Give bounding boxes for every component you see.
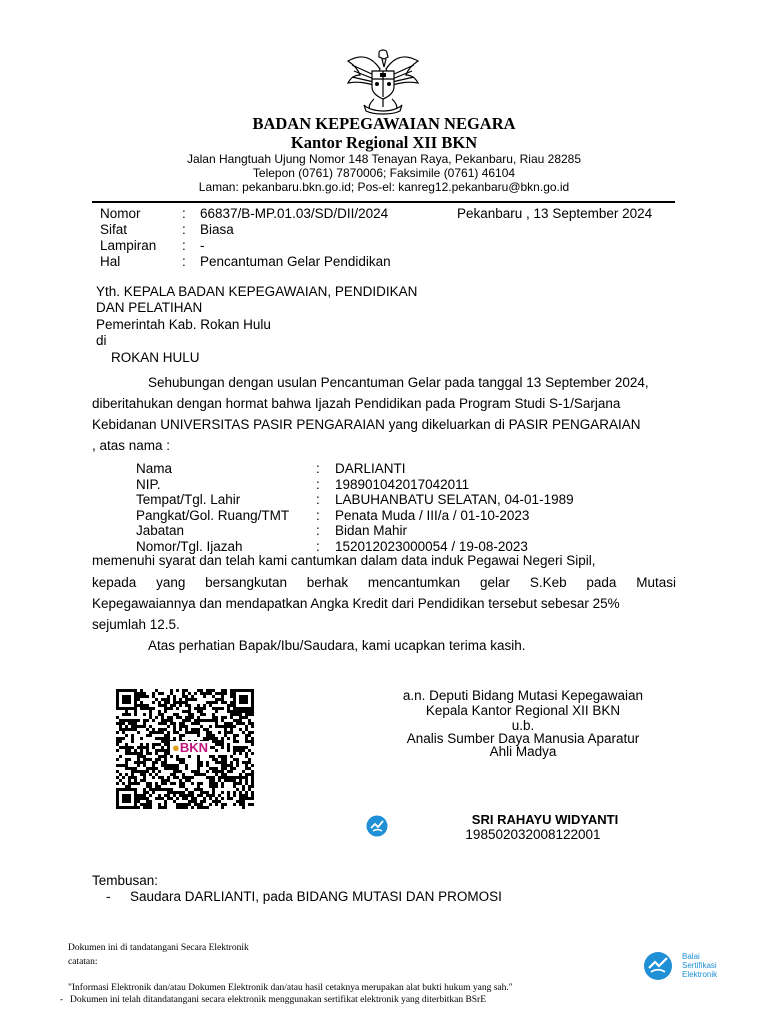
detail-label: Tempat/Tgl. Lahir — [136, 492, 241, 507]
signature-line-1: a.n. Deputi Bidang Mutasi Kepegawaian — [402, 688, 644, 703]
signature-line-4: Analis Sumber Daya Manusia Aparatur — [406, 731, 640, 746]
detail-value: 152012023000054 / 19-08-2023 — [335, 539, 528, 554]
cc-dash: - — [106, 889, 111, 904]
signer-nip: 198502032008122001 — [465, 827, 601, 842]
closing-line: Atas perhatian Bapak/Ibu/Saudara, kami ucapkan terima kasih. — [148, 638, 526, 653]
footer-line-3: "Informasi Elektronik dan/atau Dokumen Elektronik dan/atau hasil cetaknya merupakan alat bukti hukum yang sah." — [68, 983, 513, 993]
cc-item: Saudara DARLIANTI, pada BIDANG MUTASI DAN PROMOSI — [130, 889, 502, 904]
sifat-value: Biasa — [200, 222, 234, 237]
detail-label: Nama — [136, 461, 173, 476]
sifat-colon: : — [182, 222, 186, 237]
body-p1-line-3: Kebidanan UNIVERSITAS PASIR PENGARAIAN yang dikeluarkan di PASIR PENGARAIAN — [92, 417, 641, 432]
bsre-text-3: Elektronik — [682, 970, 718, 979]
hal-value: Pencantuman Gelar Pendidikan — [200, 254, 391, 269]
recipient-line-2: DAN PELATIHAN — [96, 300, 203, 315]
signature-line-5: Ahli Madya — [489, 744, 557, 759]
signer-name: SRI RAHAYU WIDYANTI — [471, 812, 619, 827]
lampiran-value: - — [200, 238, 205, 253]
place-date: Pekanbaru , 13 September 2024 — [457, 206, 653, 221]
recipient-line-3: Pemerintah Kab. Rokan Hulu — [96, 317, 271, 332]
recipient-line-1: Yth. KEPALA BADAN KEPEGAWAIAN, PENDIDIKAN — [96, 284, 418, 299]
org-name: BADAN KEPEGAWAIAN NEGARA — [252, 114, 516, 133]
bsre-seal-icon — [366, 815, 388, 837]
body-p2-line-1: memenuhi syarat dan telah kami cantumkan dalam data induk Pegawai Negeri Sipil, — [92, 553, 596, 568]
qr-code — [116, 689, 254, 809]
lampiran-colon: : — [182, 238, 186, 253]
detail-colon: : — [316, 523, 320, 538]
nomor-value: 66837/B-MP.01.03/SD/DII/2024 — [200, 206, 389, 221]
detail-colon: : — [316, 539, 320, 554]
body-p2-line-2: kepada yang bersangkutan berhak mencantumkan gelar S.Keb pada Mutasi — [92, 575, 676, 590]
phone: Telepon (0761) 7870006; Faksimile (0761) 46104 — [252, 166, 516, 180]
body-p2-line-3: Kepegawaiannya dan mendapatkan Angka Kredit dari Pendidikan tersebut sebesar 25% — [92, 596, 620, 611]
footer-dash: - — [60, 995, 64, 1005]
body-p1-line-4: , atas nama : — [92, 438, 171, 453]
bsre-text-2: Sertifikasi — [682, 961, 717, 970]
web-contact: Laman: pekanbaru.bkn.go.id; Pos-el: kanreg12.pekanbaru@bkn.go.id — [198, 180, 570, 194]
bkn-logo — [170, 741, 210, 755]
detail-value: Penata Muda / III/a / 01-10-2023 — [335, 508, 530, 523]
cc-label: Tembusan: — [92, 873, 159, 888]
lampiran-label: Lampiran — [100, 238, 157, 253]
signature-line-3: u.b. — [511, 718, 535, 733]
detail-label: Nomor/Tgl. Ijazah — [136, 539, 243, 554]
detail-label: Pangkat/Gol. Ruang/TMT — [136, 508, 290, 523]
detail-label: Jabatan — [136, 523, 185, 538]
body-p1-line-1: Sehubungan dengan usulan Pencantuman Gelar pada tanggal 13 September 2024, — [148, 375, 649, 390]
bkn-logo-mark-icon: ● — [172, 740, 180, 755]
detail-value: 198901042017042011 — [335, 477, 470, 492]
detail-label: NIP. — [136, 477, 161, 492]
garuda-emblem-icon — [344, 47, 422, 115]
address: Jalan Hangtuah Ujung Nomor 148 Tenayan Raya, Pekanbaru, Riau 28285 — [186, 152, 582, 166]
detail-value: DARLIANTI — [335, 461, 406, 476]
header-divider — [92, 201, 675, 203]
footer-line-4: Dokumen ini telah ditandatangani secara elektronik menggunakan sertifikat elektronik yang diterbitkan BSrE — [70, 995, 487, 1005]
hal-colon: : — [182, 254, 186, 269]
nomor-colon: : — [182, 206, 186, 221]
footer-line-2: catatan: — [68, 957, 98, 967]
body-p1-line-2: diberitahukan dengan hormat bahwa Ijazah Pendidikan pada Program Studi S-1/Sarjana — [92, 396, 621, 411]
office-name: Kantor Regional XII BKN — [290, 133, 478, 152]
hal-label: Hal — [100, 254, 121, 269]
detail-colon: : — [316, 461, 320, 476]
nomor-label: Nomor — [100, 206, 141, 221]
detail-value: Bidan Mahir — [335, 523, 408, 538]
recipient-line-5: ROKAN HULU — [111, 350, 200, 365]
footer-line-1: Dokumen ini di tandatangani Secara Elektronik — [68, 943, 249, 953]
bsre-text-1: Balai — [682, 952, 700, 961]
detail-colon: : — [316, 477, 320, 492]
detail-colon: : — [316, 508, 320, 523]
recipient-line-4: di — [96, 333, 107, 348]
bsre-logo-icon — [640, 951, 676, 986]
sifat-label: Sifat — [100, 222, 128, 237]
signature-line-2: Kepala Kantor Regional XII BKN — [425, 703, 621, 718]
detail-value: LABUHANBATU SELATAN, 04-01-1989 — [335, 492, 574, 507]
bsre-logo — [640, 950, 732, 982]
body-p2-line-4: sejumlah 12.5. — [92, 617, 180, 632]
detail-colon: : — [316, 492, 320, 507]
bkn-logo-text: BKN — [179, 740, 209, 755]
